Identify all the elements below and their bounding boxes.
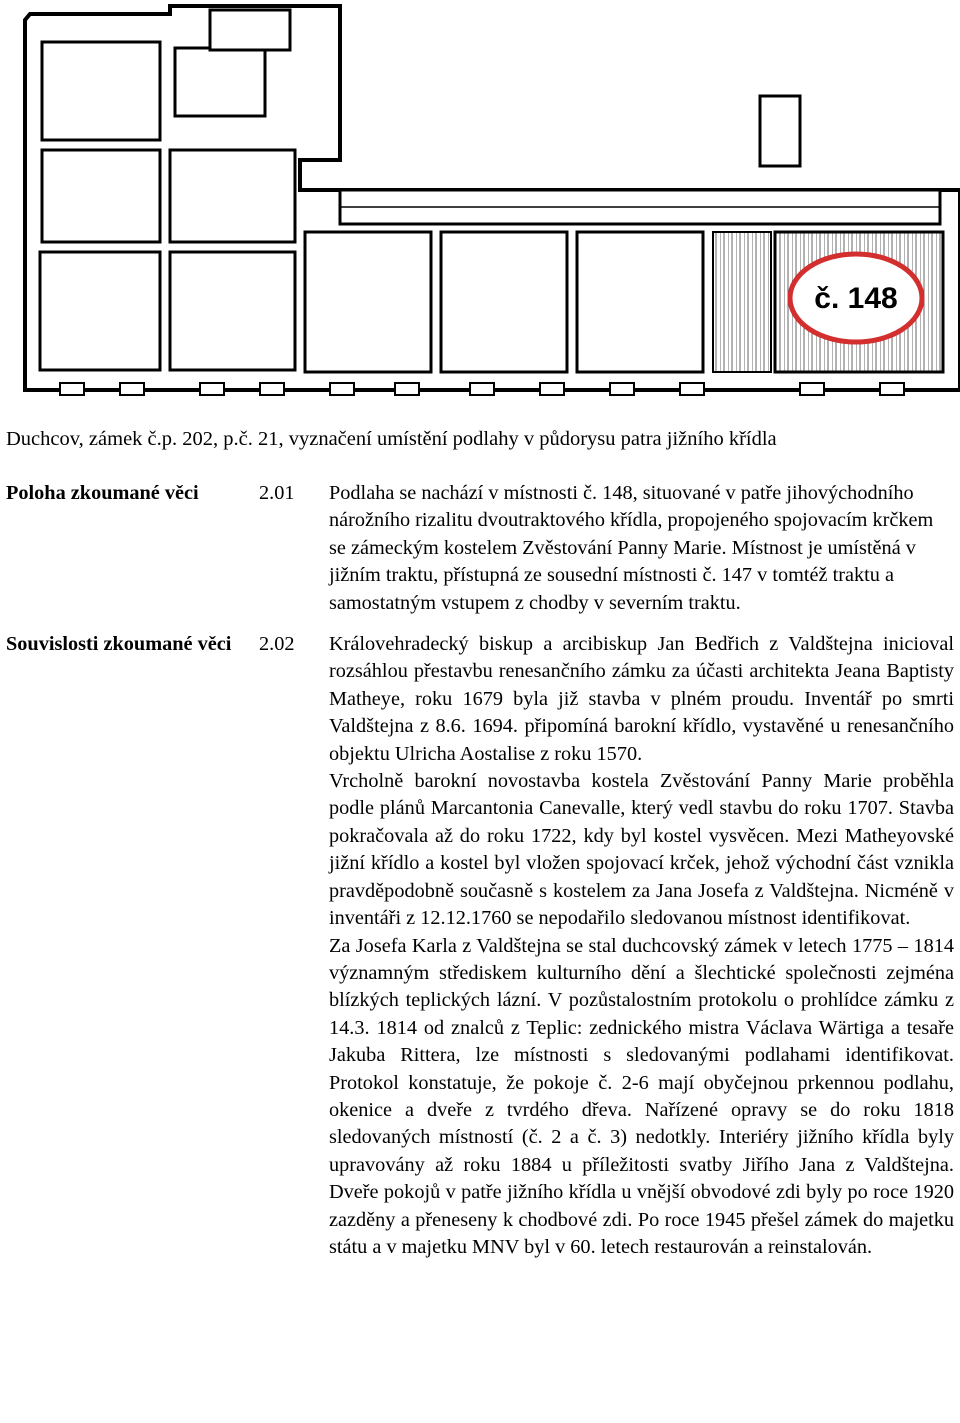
row-text — [329, 631, 954, 1261]
room-number-label: č. 148 — [814, 282, 898, 315]
row-number: 2.02 — [259, 633, 295, 656]
table-row — [6, 631, 954, 1261]
paragraph: Královehradecký biskup a arcibiskup Jan Bedřich z Valdštejna inicioval rozsáhlou přestavbu renesančního zámku za účasti architekta Jeana Baptisty Matheye, roku 1679 byla již stavba v plném proudu. Inventář po smrti Valdštejna z 8.6. 1694. připomíná barokní křídlo, vystavěné u renesančního objektu Ulricha Aostalise z roku 1570. — [329, 633, 954, 765]
info-table — [6, 480, 954, 1261]
row-label: Poloha zkoumané věci — [6, 482, 199, 504]
paragraph: Podlaha se nachází v místnosti č. 148, situované v patře jihovýchodního nárožního rizalitu dvoutraktového křídla, propojeného spojovacím krčkem se zámeckým kostelem Zvěstování Panny Marie. Místnost je umístěná v jižním traktu, přístupná ze sousední místnosti č. 147 v tomtéž traktu a samostatným vstupem z chodby v severním traktu. — [329, 482, 934, 614]
paragraph: Za Josefa Karla z Valdštejna se stal duchcovský zámek v letech 1775 – 1814 významným střediskem kulturního dění a šlechtické společnosti zejména blízkých teplických lázní. V pozůstalostním protokolu o prohlídce zámku z 14.3. 1814 od znalců z Teplic: zednického mistra Václava Wärtiga a tesaře Jakuba Rittera, lze místnosti s sledovanými podlahami identifikovat. Protokol konstatuje, že pokoje č. 2-6 mají obyčejnou prkennou podlahu, okenice a dveře z tvrdého dřeva. Nařízené opravy se do roku 1818 sledovaných místností (č. 2 a č. 3) nedotkly. Interiéry jižního křídla byly upravovány až roku 1884 u příležitosti svatby Jiřího Jana z Valdštejna. Dveře pokojů v patře jižního křídla u vnější obvodové zdi byly po roce 1920 zazděny a přeneseny k chodbové zdi. Po roce 1945 přešel zámek do majetku státu a v majetku MNV byl v 60. letech restaurován a reinstalován. — [329, 934, 954, 1258]
plan-corridor — [340, 190, 940, 224]
figure-caption: Duchcov, zámek č.p. 202, p.č. 21, vyznačení umístění podlahy v půdorysu patra jižního křídla — [6, 428, 777, 450]
row-label: Souvislosti zkoumané věci — [6, 633, 232, 656]
row-number: 2.01 — [259, 482, 295, 504]
row-text — [329, 480, 954, 617]
floor-plan — [0, 0, 960, 400]
paragraph: Vrcholně barokní novostavba kostela Zvěstování Panny Marie proběhla podle plánů Marcantonia Canevalle, který vedl stavbu do roku 1707. Stavba pokračovala až do roku 1722, kdy byl kostel vysvěcen. Mezi Matheyovské jižní křídlo a kostel byl vložen spojovací krček, jehož východní část vznikla pravděpodobně současně s kostelem za Jana Josefa z Valdštejna. Nicméně v inventáři z 12.12.1760 se nepodařilo sledovanou místnost identifikovat. — [329, 770, 954, 930]
table-row — [6, 480, 954, 617]
